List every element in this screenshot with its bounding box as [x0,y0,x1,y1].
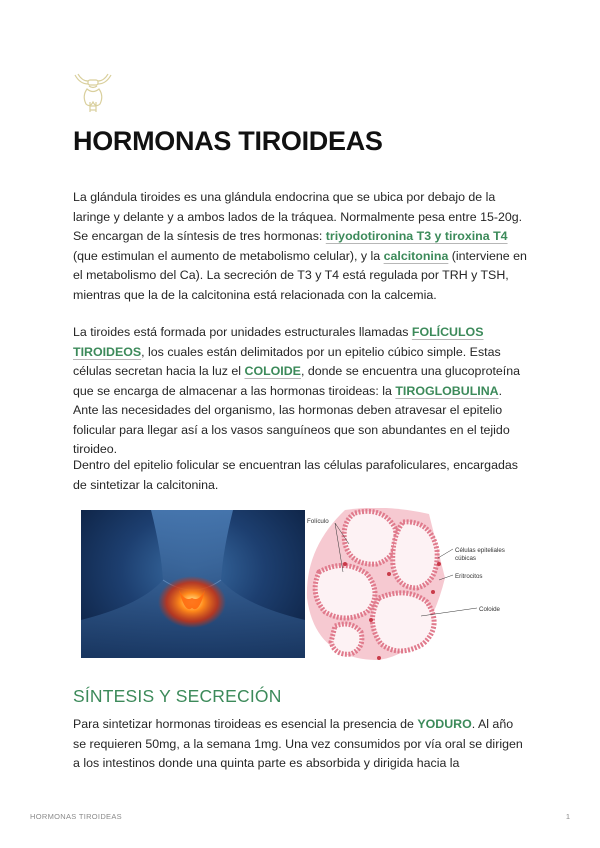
parafollicular-paragraph: Dentro del epitelio folicular se encuentran las células parafoliculares, encargadas de sintetizar la calcitonina. [73,458,518,492]
synthesis-text-2: . Al año se requieren 50mg, a la semana 1mg. Una vez consumidos por vía oral se dirigen a los intestinos donde una quinta parte es absorbida y dirigida hacia la [73,717,523,770]
label-celulas-1: Células epiteliales [455,547,505,554]
structure-paragraph [73,323,529,460]
follicle-diagram [305,508,521,662]
structure-text-4: . Ante las necesidades del organismo, las hormonas deben atravesar el epitelio folicular para llegar así a los vasos sanguíneos que son abundantes en el tejido tiroideo. [73,383,510,456]
synthesis-text-1: Para sintetizar hormonas tiroideas es esencial la presencia de [73,717,418,731]
intro-text-2: (que estimulan el aumento de metabolismo celular), y la [73,248,384,263]
label-eritrocitos: Eritrocitos [455,573,483,580]
highlight-coloide: COLOIDE [244,364,301,378]
intro-paragraph [73,188,529,305]
label-foliculo: Folículo [307,518,329,525]
highlight-t3-t4: triyodotironina T3 y tiroxina T4 [325,229,508,243]
follicle-tissue [307,508,445,660]
thyroid-logo-icon [72,72,114,116]
label-celulas-2: cúbicas [455,555,476,562]
neck-illustration [81,510,305,658]
section-heading-sintesis: SÍNTESIS Y SECRECIÓN [73,686,282,706]
highlight-foliculos: FOLÍCULOS TIROIDEOS [73,325,484,359]
highlight-calcitonina: calcitonina [383,248,449,263]
neck-thyroid-photo [81,510,305,658]
synthesis-paragraph [73,715,529,774]
structure-text-3: , donde se encuentra una glucoproteína que se encarga de almacenar a las hormonas tiroideas: la [73,364,521,398]
intro-text-3: (interviene en el metabolismo del Ca). La secreción de T3 y T4 está regulada por TRH y TSH, mientras que la de la calcitonina está relacionada con la calcemia. [73,248,527,302]
footer-title: HORMONAS TIROIDEAS [30,812,122,821]
highlight-tiroglobulina: TIROGLOBULINA [395,383,499,398]
label-coloide: Coloide [479,606,500,613]
structure-text-1: La tiroides está formada por unidades estructurales llamadas [73,325,412,339]
page-title: HORMONAS TIROIDEAS [73,126,383,156]
page-number: 1 [565,812,570,821]
structure-text-2: , los cuales están delimitados por un epitelio cúbico simple. Estas células secretan hacia la luz el [73,344,501,378]
highlight-yoduro: YODURO [417,717,472,731]
intro-text-1: La glándula tiroides es una glándula endocrina que se ubica por debajo de la laringe y delante y a ambos lados de la tráquea. Normalmente pesa entre 15-20g. Se encargan de la síntesis de tres hormonas: [73,190,523,243]
